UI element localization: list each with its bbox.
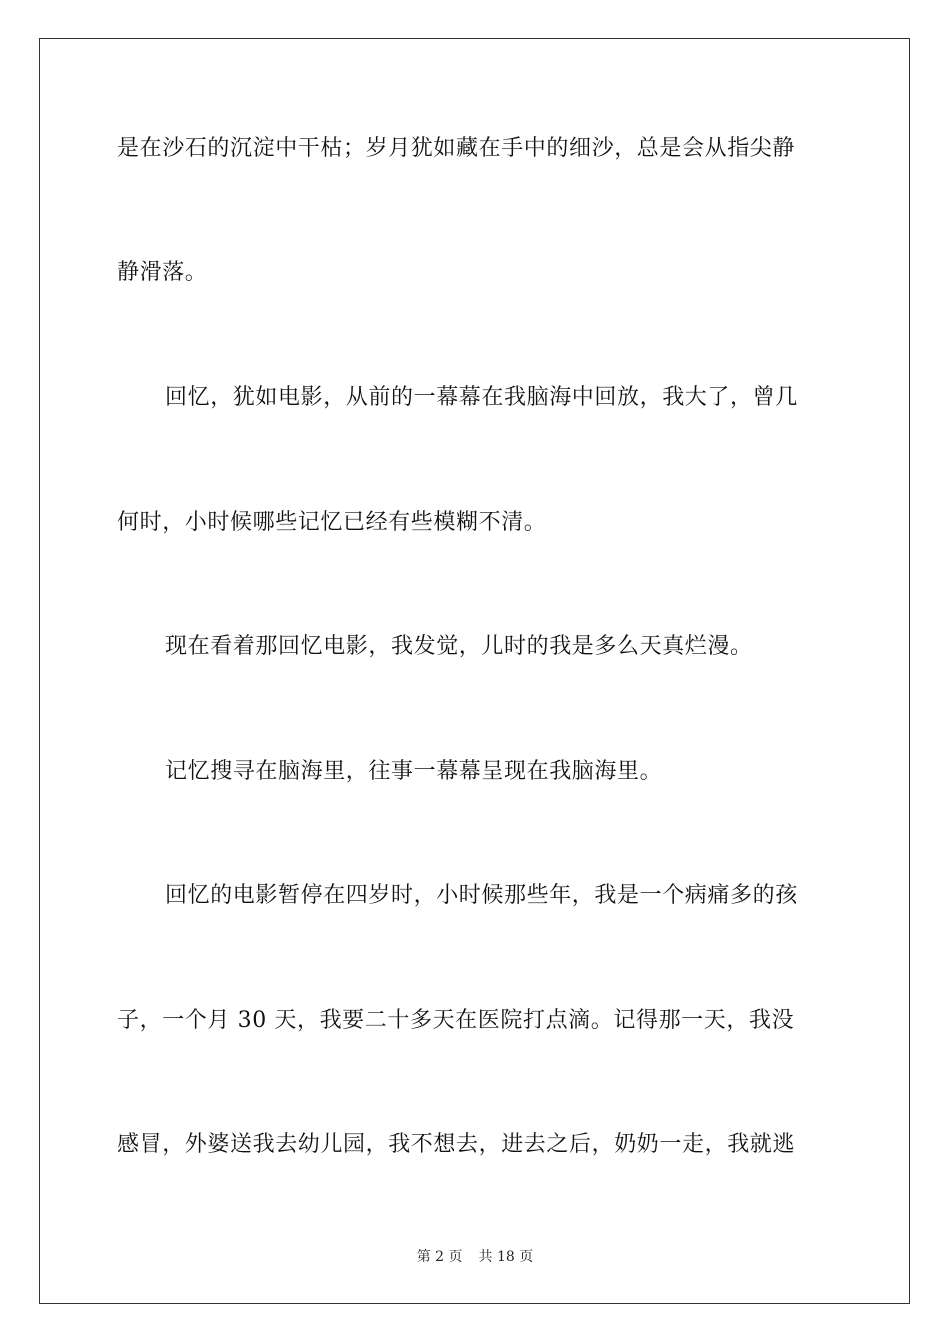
paragraph-start-line: 现在看着那回忆电影，我发觉，儿时的我是多么天真烂漫。 — [165, 634, 753, 659]
page-footer — [0, 1247, 950, 1267]
text-line: 是在沙石的沉淀中干枯；岁月犹如藏在手中的细沙，总是会从指尖静 — [117, 136, 796, 161]
total-pages: 共 18 页 — [478, 1249, 534, 1265]
text-line: 感冒，外婆送我去幼儿园，我不想去，进去之后，奶奶一走，我就逃 — [117, 1132, 796, 1157]
paragraph-start-line: 记忆搜寻在脑海里，往事一幕幕呈现在我脑海里。 — [165, 759, 663, 784]
page-number: 第 2 页 — [416, 1249, 463, 1265]
paragraph-start-line: 回忆的电影暂停在四岁时，小时候那些年，我是一个病痛多的孩 — [165, 883, 798, 908]
paragraph-start-line: 回忆，犹如电影，从前的一幕幕在我脑海中回放，我大了，曾几 — [165, 385, 798, 410]
text-line: 静滑落。 — [117, 260, 208, 285]
text-line: 何时，小时候哪些记忆已经有些模糊不清。 — [117, 510, 547, 535]
text-line: 子，一个月 30 天，我要二十多天在医院打点滴。记得那一天，我没 — [117, 1008, 795, 1033]
page-frame — [39, 38, 910, 1304]
